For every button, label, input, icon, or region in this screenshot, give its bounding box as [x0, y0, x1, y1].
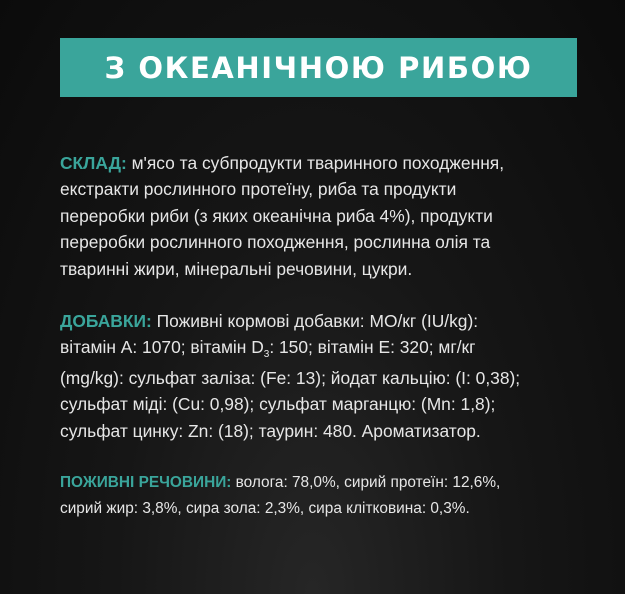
additives-line-1: [60, 308, 600, 334]
banner-title: З ОКЕАНІЧНОЮ РИБОЮ: [104, 50, 533, 85]
composition-label: СКЛАД:: [60, 153, 127, 173]
composition-section: [60, 150, 600, 282]
additives-text-2b: : 150; вітамін Е: 320; мг/кг: [269, 337, 476, 358]
nutrients-line-1: [60, 470, 600, 496]
title-banner: [60, 38, 577, 97]
additives-line-5: сульфат цинку: Zn: (18); таурин: 480. Ароматизатор.: [60, 420, 481, 441]
additives-text-1: Поживні кормові добавки: МО/кг (IU/kg):: [151, 311, 479, 332]
composition-line-3: переробки риби (з яких океанічна риба 4%), продукти: [60, 205, 493, 226]
composition-line-5: тваринні жири, мінеральні речовини, цукри.: [60, 258, 413, 279]
vitamin-d-subscript: 3: [263, 349, 270, 361]
composition-text-1: м'ясо та субпродукти тваринного походження,: [126, 153, 505, 173]
composition-line-1: [60, 150, 600, 176]
additives-section: [60, 308, 600, 444]
additives-line-4: сульфат міді: (Cu: 0,98); сульфат марганцю: (Mn: 1,8);: [60, 394, 496, 415]
nutrients-section: [60, 470, 600, 523]
nutrients-line-2: сирий жир: 3,8%, сира зола: 2,3%, сира клітковина: 0,3%.: [60, 500, 470, 518]
additives-line-3: (mg/kg): сульфат заліза: (Fe: 13); йодат кальцію: (I: 0,38);: [60, 367, 521, 388]
nutrients-text-1: волога: 78,0%, сирий протеїн: 12,6%,: [231, 474, 501, 492]
composition-line-4: переробки рослинного походження, рослинна олія та: [60, 232, 491, 253]
product-info: [60, 150, 600, 549]
additives-line-2: [60, 334, 600, 364]
composition-line-2: екстракти рослинного протеїну, риба та продукти: [60, 179, 457, 200]
additives-label: ДОБАВКИ:: [60, 311, 152, 332]
additives-text-2a: вітамін А: 1070; вітамін D: [60, 337, 264, 358]
nutrients-label: ПОЖИВНІ РЕЧОВИНИ:: [60, 474, 232, 492]
